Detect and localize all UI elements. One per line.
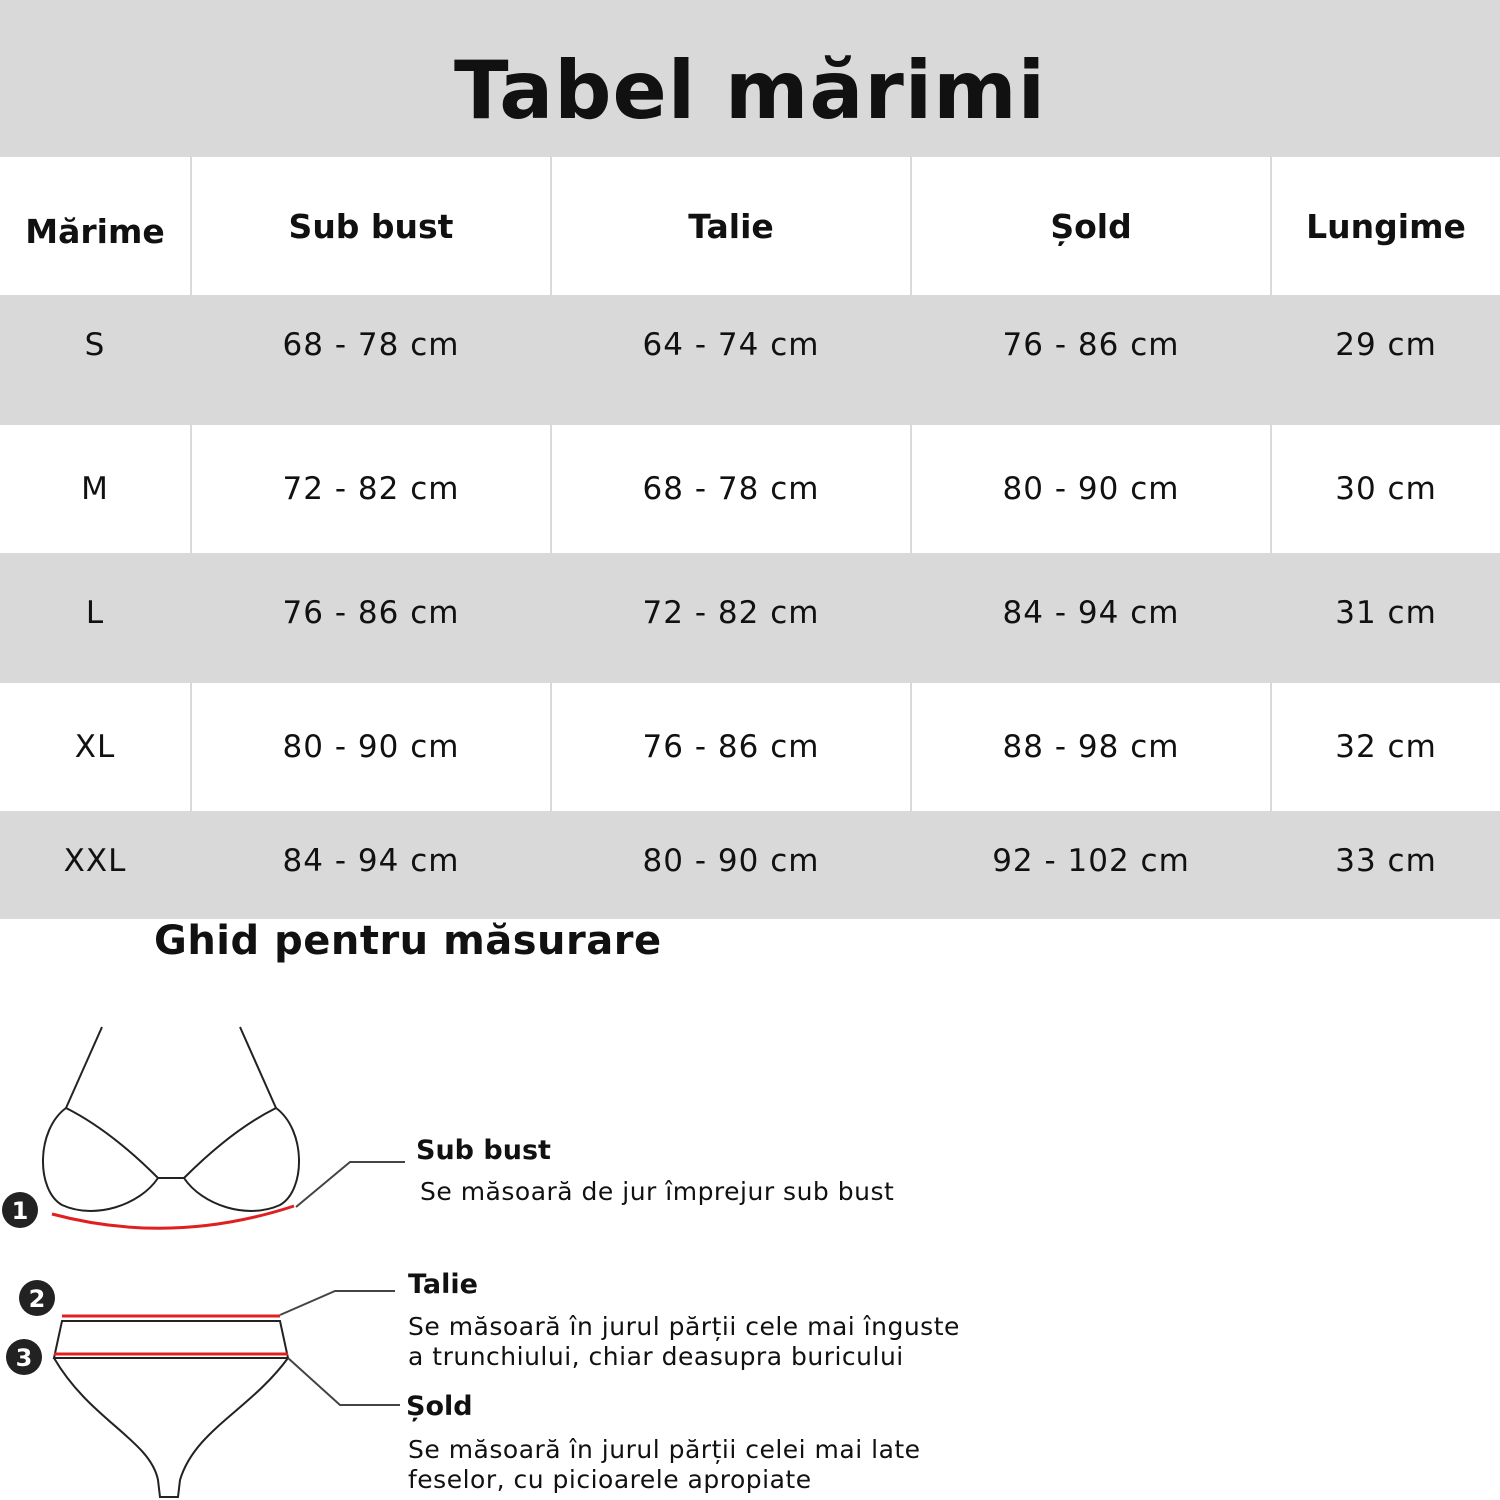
underbust-leader-line — [296, 1162, 405, 1207]
marker-2-label: 2 — [28, 1285, 46, 1313]
table-row — [0, 425, 1500, 553]
cell-size: L — [0, 553, 191, 683]
cell-size: XL — [0, 683, 191, 811]
table-row — [0, 295, 1500, 425]
waist-heading: Talie — [408, 1269, 478, 1300]
cell-waist: 64 - 74 cm — [551, 295, 911, 425]
cell-size: XXL — [0, 811, 191, 919]
marker-1 — [2, 1192, 38, 1228]
underbust-heading: Sub bust — [416, 1135, 551, 1166]
table-row — [0, 811, 1500, 919]
cell-hip: 92 - 102 cm — [911, 811, 1271, 919]
panty-illustration — [54, 1321, 288, 1497]
cell-underbust: 72 - 82 cm — [191, 425, 551, 553]
hip-leader-line — [288, 1358, 400, 1405]
marker-2 — [19, 1280, 55, 1316]
underbust-description-line: Se măsoară de jur împrejur sub bust — [420, 1177, 895, 1206]
waist-description-line: a trunchiului, chiar deasupra buricului — [408, 1342, 904, 1371]
table-header-row — [0, 157, 1500, 295]
left-cup — [43, 1108, 158, 1211]
marker-3 — [6, 1339, 42, 1375]
size-table — [0, 157, 1500, 919]
header-hip: Șold — [911, 157, 1271, 295]
cell-waist: 76 - 86 cm — [551, 683, 911, 811]
cell-length: 30 cm — [1271, 425, 1500, 553]
header-length: Lungime — [1271, 157, 1500, 295]
left-strap — [66, 1027, 102, 1108]
cell-hip: 80 - 90 cm — [911, 425, 1271, 553]
hip-heading: Șold — [406, 1391, 473, 1422]
cell-waist: 80 - 90 cm — [551, 811, 911, 919]
cell-size: M — [0, 425, 191, 553]
cell-size: S — [0, 295, 191, 425]
waist-description-line: Se măsoară în jurul părții cele mai înguste — [408, 1312, 960, 1341]
right-cup — [184, 1108, 299, 1211]
cell-length: 32 cm — [1271, 683, 1500, 811]
marker-1-label: 1 — [11, 1197, 29, 1225]
table-row — [0, 553, 1500, 683]
cell-underbust: 68 - 78 cm — [191, 295, 551, 425]
header-underbust: Sub bust — [191, 157, 551, 295]
underbust-measure-line — [52, 1206, 294, 1228]
waist-leader-line — [280, 1291, 395, 1315]
cell-underbust: 76 - 86 cm — [191, 553, 551, 683]
cell-length: 29 cm — [1271, 295, 1500, 425]
header-size: Mărime — [0, 157, 191, 295]
cell-waist: 68 - 78 cm — [551, 425, 911, 553]
table-row — [0, 683, 1500, 811]
cell-hip: 88 - 98 cm — [911, 683, 1271, 811]
hip-description-line: Se măsoară în jurul părții celei mai late — [408, 1435, 921, 1464]
marker-3-label: 3 — [15, 1344, 33, 1372]
panty-body — [54, 1358, 288, 1497]
hip-description-line: feselor, cu picioarele apropiate — [408, 1465, 812, 1494]
cell-underbust: 84 - 94 cm — [191, 811, 551, 919]
panty-waistband — [54, 1321, 288, 1358]
cell-hip: 84 - 94 cm — [911, 553, 1271, 683]
right-strap — [240, 1027, 276, 1108]
header-waist: Talie — [551, 157, 911, 295]
cell-hip: 76 - 86 cm — [911, 295, 1271, 425]
cell-length: 31 cm — [1271, 553, 1500, 683]
cell-waist: 72 - 82 cm — [551, 553, 911, 683]
cell-underbust: 80 - 90 cm — [191, 683, 551, 811]
measurement-diagram — [0, 1000, 500, 1500]
page-title: Tabel mărimi — [453, 44, 1047, 137]
bra-illustration — [43, 1027, 299, 1211]
cell-length: 33 cm — [1271, 811, 1500, 919]
guide-title: Ghid pentru măsurare — [154, 918, 662, 964]
